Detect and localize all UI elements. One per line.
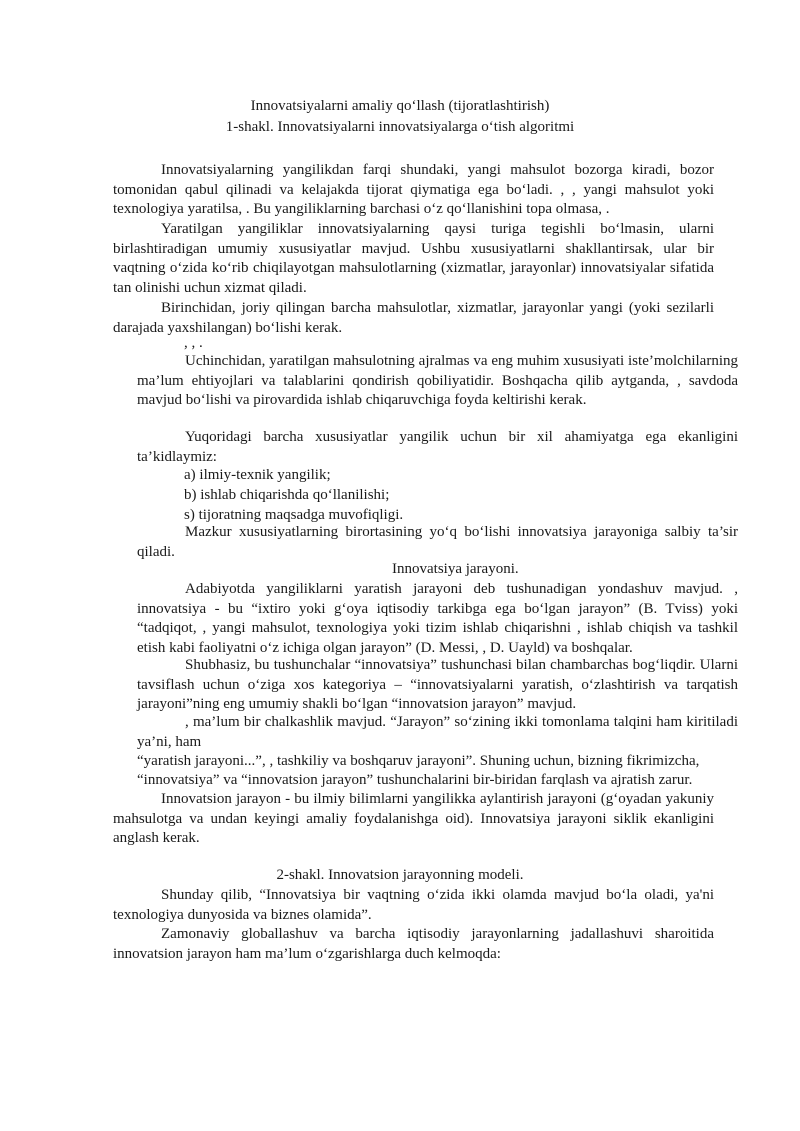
paragraph-9: , ma’lum bir chalkashlik mavjud. “Jarayon” so‘zining ikki tomonlama talqini ham kiritiladi ya’ni, ham	[137, 714, 738, 750]
paragraph-7: Adabiyotda yangiliklarni yaratish jarayoni deb tushunadigan yondashuv mavjud. , innovatsiya - bu “ixtiro yoki g‘oya iqtisodiy tarkibga ega bo‘lgan jarayon” (B. Tviss) yoki “tadqiqot, , yangi mahsulot, texnologiya yoki tizim ishlab chiqarishni , ishlab chiqish va tashkil etish kabi faoliyatni o‘z ichiga olgan jarayon” (D. Messi, , D. Uayld) va boshqalar.	[137, 581, 738, 656]
list-item-c: s) tijoratning maqsadga muvofiqligi.	[184, 507, 404, 523]
list-item-a: a) ilmiy-texnik yangilik;	[184, 467, 331, 483]
paragraph-6: Mazkur xususiyatlarning birortasining yo‘q bo‘lishi innovatsiya jarayoniga salbiy ta’sir qiladi.	[137, 524, 738, 560]
paragraph-12: Zamonaviy globallashuv va barcha iqtisodiy jarayonlarning jadallashuvi sharoitida innovatsion jarayon ham ma’lum o‘zgarishlarga duch kelmoqda:	[113, 926, 714, 962]
paragraph-4: Uchinchidan, yaratilgan mahsulotning ajralmas va eng muhim xususiyati iste’molchilarning ma’lum ehtiyojlari va talablarini qondirish qobiliyatidir. Boshqacha qilib aytganda, , savdoda mavjud bo‘lishi va pirovardida ishlab chiqaruvchiga foyda keltirishi kerak.	[137, 353, 738, 409]
paragraph-1: Innovatsiyalarning yangilikdan farqi shundaki, yangi mahsulot bozorga kiradi, bozor tomonidan qabul qilinadi va kelajakda tijorat qiymatiga ega bo‘ladi. , , yangi mahsulot yoki texnologiya yaratilsa, . Bu yangiliklarning barchasi o‘z qo‘llanishini topa olmasa, .	[113, 162, 714, 218]
paragraph-2: Yaratilgan yangiliklar innovatsiyalarning qaysi turiga tegishli bo‘lmasin, ularni birlashtiradigan umumiy xususiyatlar mavjud. Ushbu xususiyatlarni shakllantirsak, ular bir vaqtning o‘zida ko‘rib chiqilayotgan mahsulotlarning (xizmatlar, jarayonlar) innovatsiyalar sifatida tan olinishi uchun xizmat qiladi.	[113, 221, 714, 296]
paragraph-9-line-2: “yaratish jarayoni...”, , tashkiliy va boshqaruv jarayoni”. Shuning uchun, bizning fikrimizcha,	[137, 753, 700, 769]
paragraph-3: Birinchidan, joriy qilingan barcha mahsulotlar, xizmatlar, jarayonlar yangi (yoki sezilarli darajada yaxshilangan) bo‘lishi kerak.	[113, 300, 714, 336]
list-item-b: b) ishlab chiqarishda qo‘llanilishi;	[184, 487, 390, 503]
paragraph-3-dots: , , .	[184, 335, 203, 351]
figure-1-caption: 1-shakl. Innovatsiyalarni innovatsiyalarga o‘tish algoritmi	[225, 119, 575, 135]
document-title: Innovatsiyalarni amaliy qo‘llash (tijoratlashtirish)	[250, 98, 550, 114]
paragraph-5: Yuqoridagi barcha xususiyatlar yangilik uchun bir xil ahamiyatga ega ekanligini ta’kidlaymiz:	[137, 429, 738, 465]
section-heading: Innovatsiya jarayoni.	[392, 561, 519, 577]
paragraph-9-line-3: “innovatsiya” va “innovatsion jarayon” tushunchalarini bir-biridan farqlash va ajratish zarur.	[137, 772, 693, 788]
paragraph-8: Shubhasiz, bu tushunchalar “innovatsiya” tushunchasi bilan chambarchas bog‘liqdir. Ularni tavsiflash uchun o‘ziga xos kategoriya – “innovatsiyalarni yaratish, o‘zlashtirish va tarqatish jarayoni”ning eng umumiy shakli bo‘lgan “innovatsion jarayon” mavjud.	[137, 657, 738, 713]
figure-2-caption: 2-shakl. Innovatsion jarayonning modeli.	[276, 867, 524, 883]
paragraph-11: Shunday qilib, “Innovatsiya bir vaqtning o‘zida ikki olamda mavjud bo‘la oladi, ya'ni texnologiya dunyosida va biznes olamida”.	[113, 887, 714, 923]
paragraph-10: Innovatsion jarayon - bu ilmiy bilimlarni yangilikka aylantirish jarayoni (g‘oyadan yakuniy mahsulotga va undan keyingi amaliy foydalanishga oid). Innovatsiya jarayoni siklik ekanligini anglash kerak.	[113, 791, 714, 847]
